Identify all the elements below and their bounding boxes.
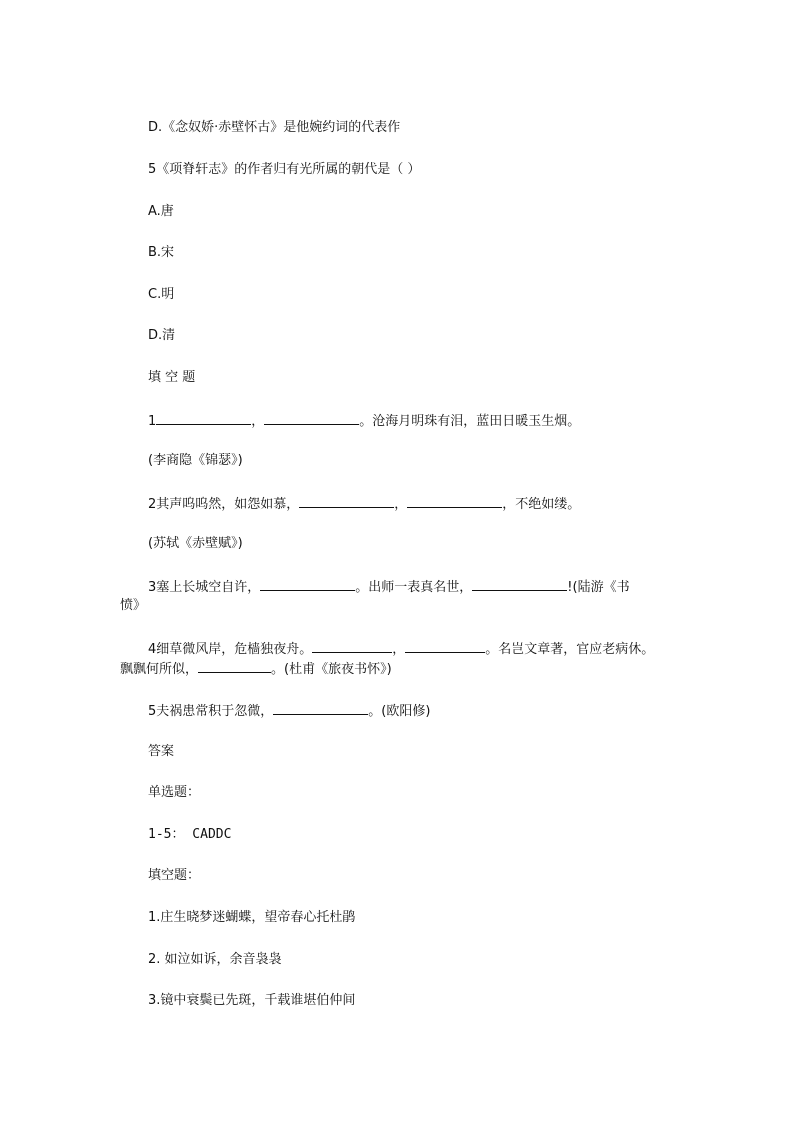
fill-q3 bbox=[148, 576, 678, 598]
fill-blank bbox=[299, 493, 394, 508]
fill-q1-source: (李商隐《锦瑟》) bbox=[148, 453, 243, 468]
fill-q5 bbox=[148, 700, 678, 722]
mc-q5-question: 5《项脊轩志》的作者归有光所属的朝代是（ ） bbox=[148, 162, 421, 177]
fill-q3-tail-continued: 愤》 bbox=[120, 598, 147, 613]
fill-blank bbox=[312, 638, 392, 653]
fill-q4 bbox=[148, 638, 678, 660]
mc-q5-option-a: A.唐 bbox=[148, 204, 174, 219]
fill-q1-number: 1 bbox=[148, 414, 157, 429]
mc-q5-option-c: C.明 bbox=[148, 287, 175, 302]
mc-q5-option-d: D.清 bbox=[148, 328, 176, 343]
answers-fill-item-2: 2. 如泣如诉，余音袅袅 bbox=[148, 952, 282, 967]
mc-q4-option-d: D.《念奴娇·赤壁怀古》是他婉约词的代表作 bbox=[148, 120, 401, 135]
fill-q4-tail: 。(杜甫《旅夜书怀》) bbox=[271, 662, 392, 677]
answers-fill-item-1: 1.庄生晓梦迷蝴蝶，望帝春心托杜鹃 bbox=[148, 910, 356, 925]
fill-q1-tail: 。沧海月明珠有泪，蓝田日暖玉生烟。 bbox=[359, 414, 581, 429]
answers-title: 答案 bbox=[148, 744, 175, 759]
fill-q5-tail: 。(欧阳修) bbox=[368, 704, 431, 719]
fill-blank bbox=[198, 658, 271, 673]
fill-q4-head: 4细草微风岸，危樯独夜舟。 bbox=[148, 642, 313, 657]
answers-mc-title: 单选题： bbox=[148, 785, 201, 800]
fill-q5-head: 5夫祸患常积于忽微， bbox=[148, 704, 274, 719]
fill-section-title: 填 空 题 bbox=[148, 370, 196, 385]
fill-q2-tail: ，不绝如缕。 bbox=[502, 497, 581, 512]
fill-q2-sep: ， bbox=[394, 497, 408, 512]
fill-blank bbox=[472, 576, 567, 591]
fill-blank bbox=[405, 638, 485, 653]
mc-q5-option-b: B.宋 bbox=[148, 245, 175, 260]
fill-q1 bbox=[148, 410, 678, 432]
answers-mc-answer: 1-5： CADDC bbox=[148, 827, 232, 842]
fill-blank bbox=[264, 410, 359, 425]
fill-q3-mid: 。出师一表真名世， bbox=[355, 580, 473, 595]
fill-q2 bbox=[148, 493, 678, 515]
fill-q1-sep: ， bbox=[251, 414, 265, 429]
answers-fill-title: 填空题： bbox=[148, 868, 201, 883]
fill-q3-tail: !(陆游《书 bbox=[567, 580, 630, 595]
fill-q4-line2-head: 飘飘何所似， bbox=[120, 662, 199, 677]
fill-q4-mid: 。名岂文章著，官应老病休。 bbox=[485, 642, 655, 657]
fill-blank bbox=[407, 493, 502, 508]
fill-q2-source: (苏轼《赤壁赋》) bbox=[148, 536, 243, 551]
answers-fill-item-3: 3.镜中衰鬓已先斑，千载谁堪伯仲间 bbox=[148, 993, 356, 1008]
fill-blank bbox=[273, 700, 368, 715]
fill-q3-head: 3塞上长城空自许， bbox=[148, 580, 261, 595]
fill-q4-sep: ， bbox=[392, 642, 406, 657]
fill-q4-line2 bbox=[120, 658, 650, 680]
fill-blank bbox=[156, 410, 251, 425]
fill-blank bbox=[260, 576, 355, 591]
fill-q2-head: 2其声呜呜然，如怨如慕， bbox=[148, 497, 300, 512]
